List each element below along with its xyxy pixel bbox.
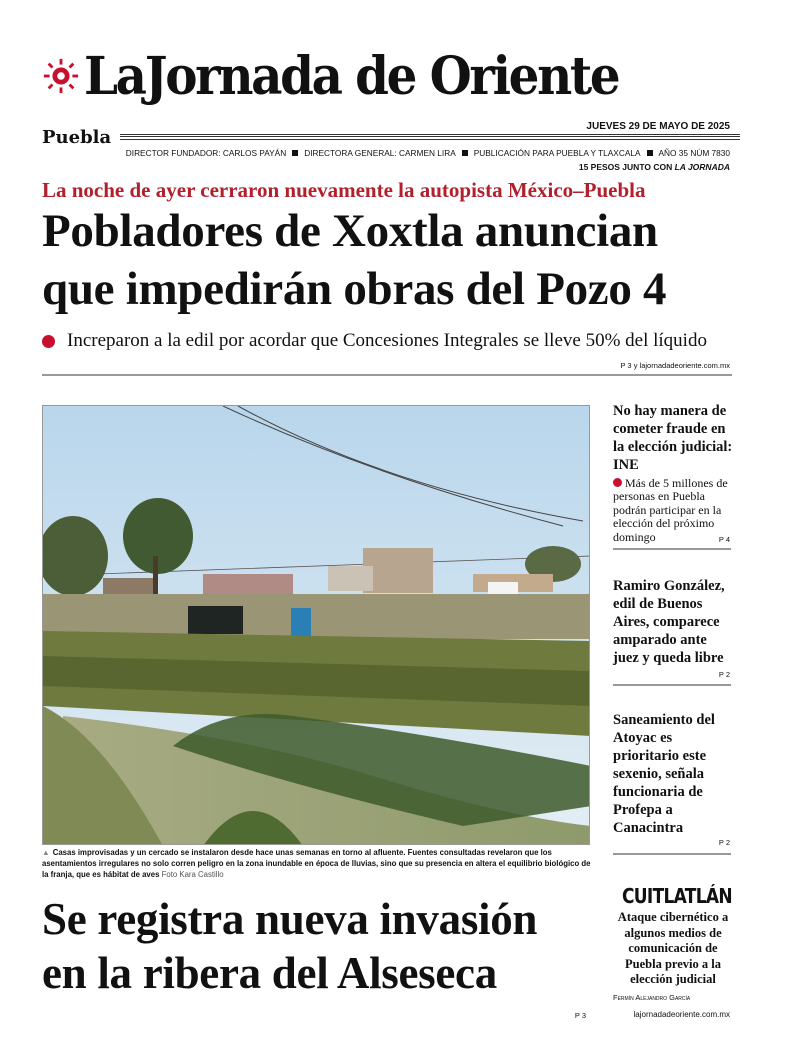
website-link[interactable]: lajornadadeoriente.com.mx [633, 1010, 730, 1019]
sun-logo-icon [42, 57, 80, 95]
sidebar-title: Saneamiento del Atoyac es prioritario este sexenio, señala funcionaria de Profepa a Canacintra [613, 712, 715, 836]
price-line: 15 PESOS JUNTO CON LA JORNADA [578, 162, 730, 172]
sidebar-page-ref: P 4 [718, 535, 730, 544]
credit-director: DIRECTORA GENERAL: CARMEN LIRA [304, 148, 456, 158]
sidebar-page-ref: P 2 [718, 670, 730, 679]
divider [42, 374, 732, 376]
credit-publication: PUBLICACIÓN PARA PUEBLA Y TLAXCALA [473, 148, 641, 158]
lead-deck: Increparon a la edil por acordar que Concesiones Integrales se lleve 50% del líquido [42, 330, 707, 352]
column-summary[interactable]: Ataque cibernético a algunos medios de comunicación de Puebla previo a la elección judicial [617, 910, 729, 986]
divider [613, 853, 731, 855]
column-byline: Fermín Alejandro García [613, 993, 691, 1002]
sidebar-text: Más de 5 millones de personas en Puebla podrán participar en la elección del próximo domingo [613, 476, 728, 544]
column-title: CUITLATLÁN [622, 884, 732, 908]
lead-page-ref: P 3 y lajornadadeoriente.com.mx [620, 361, 730, 370]
credit-issue: AÑO 35 NÚM 7830 [658, 148, 730, 158]
second-page-ref: P 3 [574, 1011, 586, 1020]
sidebar-title: No hay manera de cometer fraude en la elección judicial: INE [613, 403, 733, 473]
credit-founder: DIRECTOR FUNDADOR: CARLOS PAYÁN [125, 148, 287, 158]
edition-label: Puebla [42, 127, 112, 148]
red-bullet-icon [613, 478, 622, 487]
masthead [42, 40, 742, 112]
square-bullet-icon [647, 150, 653, 156]
square-bullet-icon [462, 150, 468, 156]
lead-headline[interactable]: Pobladores de Xoxtla anuncian que impedirán obras del Pozo 4 [42, 205, 667, 315]
photo-credit: Foto Kara Castillo [161, 870, 224, 879]
divider [613, 548, 731, 550]
issue-date: JUEVES 29 DE MAYO DE 2025 [586, 121, 730, 132]
sidebar-page-ref: P 2 [718, 838, 730, 847]
divider [613, 684, 731, 686]
sidebar-title: Ramiro González, edil de Buenos Aires, comparece amparado ante juez y queda libre [613, 578, 725, 666]
triangle-icon: ▲ [42, 848, 50, 857]
credits-line [126, 148, 730, 158]
sidebar-item-ramiro[interactable] [613, 577, 733, 667]
photo-caption: ▲ Casas improvisadas y un cercado se instalaron desde hace unas semanas en torno al afluente. Fuentes consultadas revelaron que los asentamientos irregulares no solo corren peligro en la zona inundable en época de lluvias, sino que su presencia en altera el equilibrio biológico de la franja, que es hábitat de aves Foto Kara Castillo [42, 848, 591, 879]
river-photo [42, 405, 590, 845]
red-bullet-icon [42, 335, 55, 348]
square-bullet-icon [292, 150, 298, 156]
sidebar-item-atoyac[interactable] [613, 711, 733, 837]
newspaper-title: LaJornada de Oriente [84, 45, 619, 107]
second-headline[interactable]: Se registra nueva invasión en la ribera del Alseseca [42, 894, 538, 998]
sidebar-item-ine[interactable] [613, 402, 733, 544]
lead-kicker: La noche de ayer cerraron nuevamente la autopista México–Puebla [42, 178, 646, 202]
header-rule [120, 134, 740, 140]
